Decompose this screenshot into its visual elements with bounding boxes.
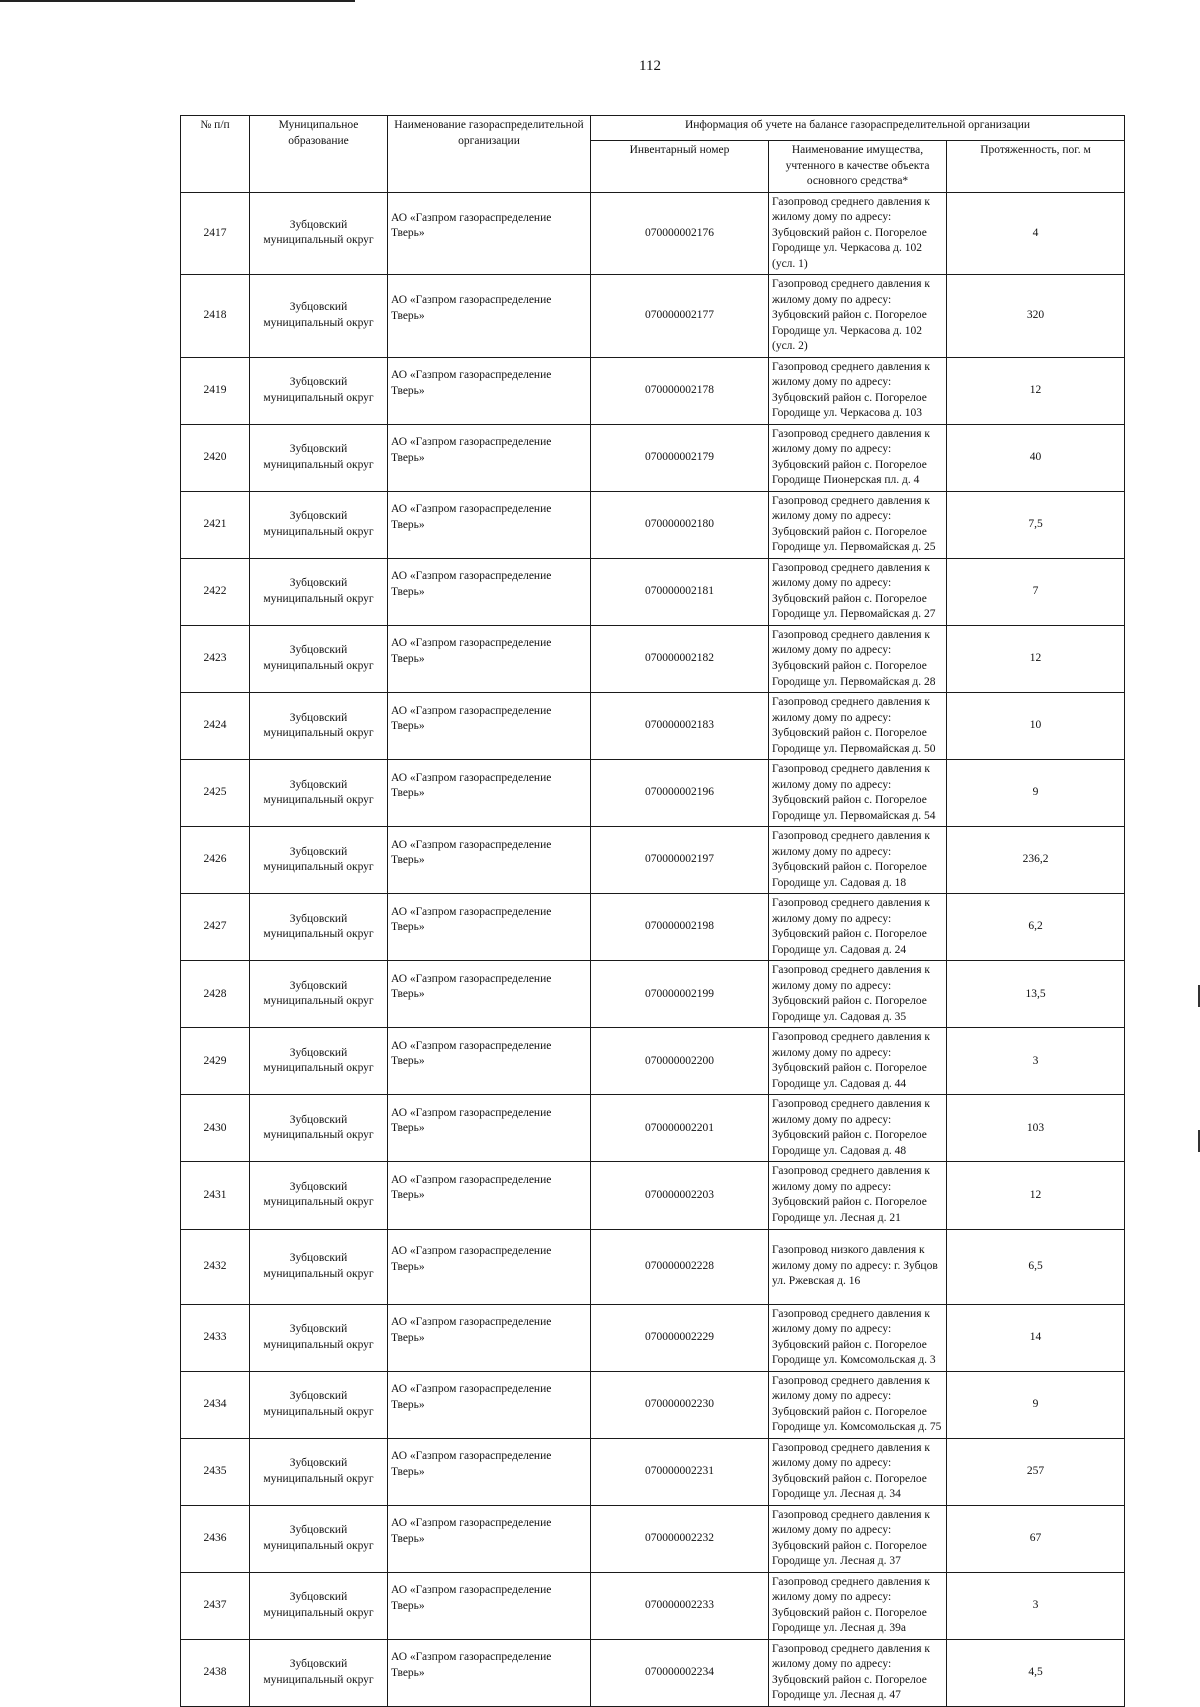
cell-municipality: Зубцовский муниципальный округ <box>250 357 388 424</box>
cell-organization <box>388 192 591 275</box>
cell-inventory: 070000002176 <box>591 192 769 275</box>
cell-municipality: Зубцовский муниципальный округ <box>250 1229 388 1304</box>
cell-municipality: Зубцовский муниципальный округ <box>250 491 388 558</box>
cell-organization <box>388 491 591 558</box>
header-balance-group: Информация об учете на балансе газораспределительной организации <box>591 116 1125 141</box>
cell-inventory: 070000002181 <box>591 558 769 625</box>
cell-property: Газопровод среднего давления к жилому дому по адресу: Зубцовский район с. Погорелое Городище ул. Садовая д. 44 <box>769 1028 947 1095</box>
cell-num: 2435 <box>181 1438 250 1505</box>
page-number: 112 <box>639 58 661 74</box>
cell-property: Газопровод среднего давления к жилому дому по адресу: Зубцовский район с. Погорелое Городище ул. Первомайская д. 28 <box>769 625 947 692</box>
cell-inventory: 070000002182 <box>591 625 769 692</box>
cell-municipality: Зубцовский муниципальный округ <box>250 1304 388 1371</box>
cell-property: Газопровод среднего давления к жилому дому по адресу: Зубцовский район с. Погорелое Городище ул. Садовая д. 24 <box>769 894 947 961</box>
cell-property: Газопровод среднего давления к жилому дому по адресу: Зубцовский район с. Погорелое Городище ул. Садовая д. 35 <box>769 961 947 1028</box>
table-row <box>181 1028 1125 1095</box>
scan-top-rule <box>0 0 355 2</box>
cell-inventory: 070000002232 <box>591 1505 769 1572</box>
cell-organization-text: АО «Газпром газораспределение Тверь» <box>391 1450 552 1478</box>
cell-property: Газопровод среднего давления к жилому дому по адресу: Зубцовский район с. Погорелое Городище ул. Черкасова д. 103 <box>769 357 947 424</box>
cell-inventory: 070000002231 <box>591 1438 769 1505</box>
table-row <box>181 1095 1125 1162</box>
cell-num: 2423 <box>181 625 250 692</box>
cell-inventory: 070000002178 <box>591 357 769 424</box>
cell-num: 2433 <box>181 1304 250 1371</box>
cell-organization-text: АО «Газпром газораспределение Тверь» <box>391 1383 552 1411</box>
table-header-row <box>181 116 1125 141</box>
cell-municipality: Зубцовский муниципальный округ <box>250 1162 388 1229</box>
cell-organization-text: АО «Газпром газораспределение Тверь» <box>391 704 552 733</box>
cell-inventory: 070000002203 <box>591 1162 769 1229</box>
cell-organization-text: АО «Газпром газораспределение Тверь» <box>391 1173 552 1202</box>
cell-length: 236,2 <box>947 827 1125 894</box>
table-row <box>181 558 1125 625</box>
cell-num: 2437 <box>181 1572 250 1639</box>
cell-municipality: Зубцовский муниципальный округ <box>250 1095 388 1162</box>
header-municipality: Муниципальное образование <box>250 116 388 193</box>
cell-num: 2431 <box>181 1162 250 1229</box>
cell-num: 2418 <box>181 275 250 358</box>
cell-property: Газопровод среднего давления к жилому дому по адресу: Зубцовский район с. Погорелое Городище ул. Первомайская д. 50 <box>769 693 947 760</box>
cell-property: Газопровод среднего давления к жилому дому по адресу: Зубцовский район с. Погорелое Городище ул. Первомайская д. 27 <box>769 558 947 625</box>
table-row <box>181 760 1125 827</box>
table-row <box>181 693 1125 760</box>
cell-num: 2434 <box>181 1371 250 1438</box>
cell-municipality: Зубцовский муниципальный округ <box>250 760 388 827</box>
cell-organization <box>388 1229 591 1304</box>
table-row <box>181 1371 1125 1438</box>
cell-length: 4,5 <box>947 1639 1125 1706</box>
cell-property: Газопровод среднего давления к жилому дому по адресу: Зубцовский район с. Погорелое Городище ул. Лесная д. 47 <box>769 1639 947 1706</box>
cell-property: Газопровод среднего давления к жилому дому по адресу: Зубцовский район с. Погорелое Городище ул. Садовая д. 18 <box>769 827 947 894</box>
table-row <box>181 1304 1125 1371</box>
cell-organization <box>388 1162 591 1229</box>
cell-organization-text: АО «Газпром газораспределение Тверь» <box>391 1245 552 1273</box>
table-row <box>181 961 1125 1028</box>
cell-organization <box>388 625 591 692</box>
table-row <box>181 1505 1125 1572</box>
header-length: Протяженность, пог. м <box>947 141 1125 193</box>
cell-length: 6,2 <box>947 894 1125 961</box>
cell-municipality: Зубцовский муниципальный округ <box>250 1438 388 1505</box>
cell-organization <box>388 357 591 424</box>
cell-length: 103 <box>947 1095 1125 1162</box>
cell-municipality: Зубцовский муниципальный округ <box>250 894 388 961</box>
table-row <box>181 625 1125 692</box>
cell-length: 257 <box>947 1438 1125 1505</box>
header-num: № п/п <box>181 116 250 193</box>
cell-municipality: Зубцовский муниципальный округ <box>250 275 388 358</box>
cell-length: 10 <box>947 693 1125 760</box>
table-row <box>181 894 1125 961</box>
cell-length: 6,5 <box>947 1229 1125 1304</box>
cell-property: Газопровод среднего давления к жилому дому по адресу: Зубцовский район с. Погорелое Городище ул. Черкасова д. 102 (усл. 1) <box>769 192 947 275</box>
cell-organization-text: АО «Газпром газораспределение Тверь» <box>391 1584 552 1612</box>
cell-organization <box>388 1371 591 1438</box>
table-row <box>181 357 1125 424</box>
table-row <box>181 192 1125 275</box>
cell-organization <box>388 1639 591 1706</box>
table-row <box>181 424 1125 491</box>
cell-num: 2432 <box>181 1229 250 1304</box>
cell-length: 3 <box>947 1028 1125 1095</box>
cell-num: 2430 <box>181 1095 250 1162</box>
cell-organization-text: АО «Газпром газораспределение Тверь» <box>391 905 552 934</box>
cell-organization-text: АО «Газпром газораспределение Тверь» <box>391 211 552 240</box>
cell-property: Газопровод среднего давления к жилому дому по адресу: Зубцовский район с. Погорелое Городище ул. Лесная д. 37 <box>769 1505 947 1572</box>
cell-municipality: Зубцовский муниципальный округ <box>250 827 388 894</box>
table-row <box>181 827 1125 894</box>
cell-municipality: Зубцовский муниципальный округ <box>250 625 388 692</box>
cell-length: 9 <box>947 1371 1125 1438</box>
cell-property: Газопровод среднего давления к жилому дому по адресу: Зубцовский район с. Погорелое Городище ул. Первомайская д. 54 <box>769 760 947 827</box>
cell-property: Газопровод среднего давления к жилому дому по адресу: Зубцовский район с. Погорелое Городище ул. Комсомольская д. 75 <box>769 1371 947 1438</box>
cell-inventory: 070000002228 <box>591 1229 769 1304</box>
cell-inventory: 070000002229 <box>591 1304 769 1371</box>
cell-organization <box>388 760 591 827</box>
cell-organization-text: АО «Газпром газораспределение Тверь» <box>391 503 552 531</box>
cell-organization-text: АО «Газпром газораспределение Тверь» <box>391 1517 552 1545</box>
cell-municipality: Зубцовский муниципальный округ <box>250 1639 388 1706</box>
cell-organization-text: АО «Газпром газораспределение Тверь» <box>391 294 552 322</box>
cell-property: Газопровод среднего давления к жилому дому по адресу: Зубцовский район с. Погорелое Городище Пионерская пл. д. 4 <box>769 424 947 491</box>
table-row <box>181 491 1125 558</box>
table-body <box>181 192 1125 1706</box>
cell-municipality: Зубцовский муниципальный округ <box>250 1028 388 1095</box>
cell-num: 2420 <box>181 424 250 491</box>
table-row <box>181 1438 1125 1505</box>
cell-num: 2425 <box>181 760 250 827</box>
cell-length: 14 <box>947 1304 1125 1371</box>
cell-organization <box>388 827 591 894</box>
cell-municipality: Зубцовский муниципальный округ <box>250 1371 388 1438</box>
cell-num: 2438 <box>181 1639 250 1706</box>
cell-organization <box>388 894 591 961</box>
cell-inventory: 070000002196 <box>591 760 769 827</box>
table-row <box>181 1162 1125 1229</box>
cell-organization <box>388 1572 591 1639</box>
cell-inventory: 070000002179 <box>591 424 769 491</box>
cell-organization <box>388 1438 591 1505</box>
cell-num: 2428 <box>181 961 250 1028</box>
cell-inventory: 070000002230 <box>591 1371 769 1438</box>
cell-organization-text: АО «Газпром газораспределение Тверь» <box>391 570 552 598</box>
cell-municipality: Зубцовский муниципальный округ <box>250 1505 388 1572</box>
cell-municipality: Зубцовский муниципальный округ <box>250 558 388 625</box>
cell-inventory: 070000002198 <box>591 894 769 961</box>
cell-municipality: Зубцовский муниципальный округ <box>250 961 388 1028</box>
cell-inventory: 070000002197 <box>591 827 769 894</box>
cell-property: Газопровод среднего давления к жилому дому по адресу: Зубцовский район с. Погорелое Городище ул. Лесная д. 34 <box>769 1438 947 1505</box>
cell-municipality: Зубцовский муниципальный округ <box>250 424 388 491</box>
cell-organization <box>388 1095 591 1162</box>
cell-municipality: Зубцовский муниципальный округ <box>250 1572 388 1639</box>
table-row <box>181 1229 1125 1304</box>
cell-inventory: 070000002233 <box>591 1572 769 1639</box>
cell-organization <box>388 1028 591 1095</box>
cell-municipality: Зубцовский муниципальный округ <box>250 192 388 275</box>
table-row <box>181 275 1125 358</box>
cell-num: 2427 <box>181 894 250 961</box>
cell-inventory: 070000002199 <box>591 961 769 1028</box>
cell-municipality: Зубцовский муниципальный округ <box>250 693 388 760</box>
cell-num: 2429 <box>181 1028 250 1095</box>
cell-num: 2426 <box>181 827 250 894</box>
cell-length: 9 <box>947 760 1125 827</box>
cell-inventory: 070000002183 <box>591 693 769 760</box>
cell-num: 2436 <box>181 1505 250 1572</box>
cell-length: 4 <box>947 192 1125 275</box>
cell-organization <box>388 1304 591 1371</box>
cell-length: 12 <box>947 625 1125 692</box>
header-property: Наименование имущества, учтенного в качестве объекта основного средства* <box>769 141 947 193</box>
cell-length: 40 <box>947 424 1125 491</box>
cell-organization-text: АО «Газпром газораспределение Тверь» <box>391 838 552 867</box>
cell-organization <box>388 424 591 491</box>
cell-length: 13,5 <box>947 961 1125 1028</box>
cell-organization-text: АО «Газпром газораспределение Тверь» <box>391 972 552 1001</box>
cell-property: Газопровод среднего давления к жилому дому по адресу: Зубцовский район с. Погорелое Городище ул. Лесная д. 39а <box>769 1572 947 1639</box>
cell-length: 67 <box>947 1505 1125 1572</box>
cell-num: 2417 <box>181 192 250 275</box>
cell-organization-text: АО «Газпром газораспределение Тверь» <box>391 637 552 665</box>
cell-num: 2424 <box>181 693 250 760</box>
cell-property: Газопровод среднего давления к жилому дому по адресу: Зубцовский район с. Погорелое Городище ул. Первомайская д. 25 <box>769 491 947 558</box>
cell-inventory: 070000002200 <box>591 1028 769 1095</box>
cell-inventory: 070000002180 <box>591 491 769 558</box>
cell-organization <box>388 558 591 625</box>
cell-num: 2421 <box>181 491 250 558</box>
cell-property: Газопровод среднего давления к жилому дому по адресу: Зубцовский район с. Погорелое Городище ул. Комсомольская д. 3 <box>769 1304 947 1371</box>
cell-organization-text: АО «Газпром газораспределение Тверь» <box>391 1039 552 1068</box>
cell-length: 7 <box>947 558 1125 625</box>
cell-organization-text: АО «Газпром газораспределение Тверь» <box>391 436 552 464</box>
cell-length: 3 <box>947 1572 1125 1639</box>
cell-organization <box>388 1505 591 1572</box>
cell-length: 12 <box>947 1162 1125 1229</box>
cell-length: 7,5 <box>947 491 1125 558</box>
cell-property: Газопровод среднего давления к жилому дому по адресу: Зубцовский район с. Погорелое Городище ул. Черкасова д. 102 (усл. 2) <box>769 275 947 358</box>
cell-length: 12 <box>947 357 1125 424</box>
cell-organization-text: АО «Газпром газораспределение Тверь» <box>391 1106 552 1135</box>
cell-num: 2419 <box>181 357 250 424</box>
table-row <box>181 1572 1125 1639</box>
cell-organization <box>388 693 591 760</box>
cell-organization <box>388 961 591 1028</box>
table-row <box>181 1639 1125 1706</box>
register-table <box>180 115 1125 1707</box>
cell-property: Газопровод низкого давления к жилому дому по адресу: г. Зубцов ул. Ржевская д. 16 <box>769 1229 947 1304</box>
cell-inventory: 070000002201 <box>591 1095 769 1162</box>
cell-property: Газопровод среднего давления к жилому дому по адресу: Зубцовский район с. Погорелое Городище ул. Лесная д. 21 <box>769 1162 947 1229</box>
cell-length: 320 <box>947 275 1125 358</box>
cell-inventory: 070000002234 <box>591 1639 769 1706</box>
cell-organization-text: АО «Газпром газораспределение Тверь» <box>391 369 552 397</box>
header-inventory: Инвентарный номер <box>591 141 769 193</box>
header-organization: Наименование газораспределительной организации <box>388 116 591 193</box>
cell-property: Газопровод среднего давления к жилому дому по адресу: Зубцовский район с. Погорелое Городище ул. Садовая д. 48 <box>769 1095 947 1162</box>
cell-organization <box>388 275 591 358</box>
cell-num: 2422 <box>181 558 250 625</box>
cell-organization-text: АО «Газпром газораспределение Тверь» <box>391 771 552 800</box>
cell-organization-text: АО «Газпром газораспределение Тверь» <box>391 1316 552 1344</box>
cell-organization-text: АО «Газпром газораспределение Тверь» <box>391 1651 552 1679</box>
cell-inventory: 070000002177 <box>591 275 769 358</box>
